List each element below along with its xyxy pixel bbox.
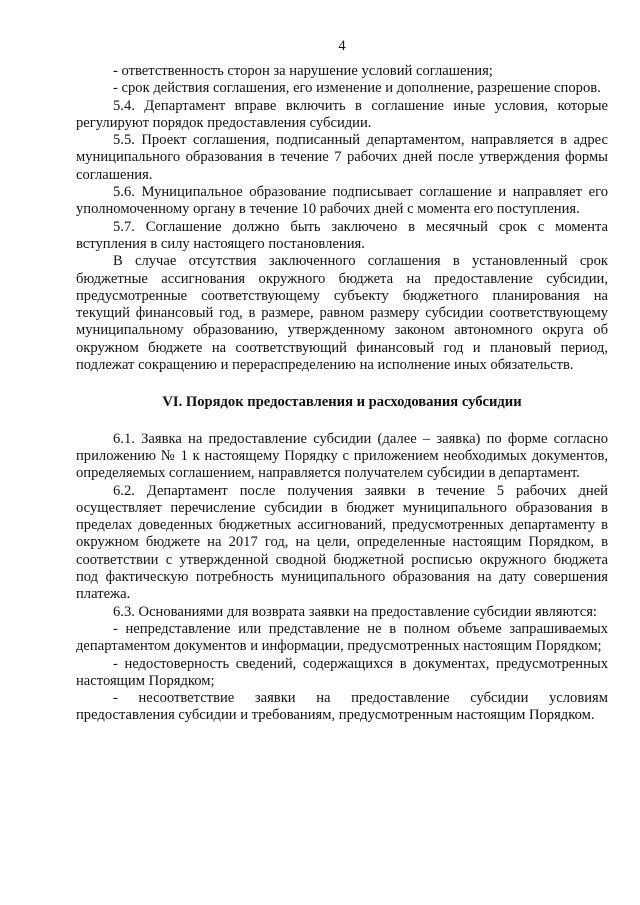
paragraph-6-3: 6.3. Основаниями для возврата заявки на предоставление субсидии являются: bbox=[113, 603, 597, 620]
paragraph-no-agreement: В случае отсутствия заключенного соглашения в установленный срок бюджетные ассигнования окружного бюджета на предоставление субсидии, предусмотренные соответствующему субъекту бюджетного планирования на текущий финансовый год, в размере, равном размеру субсидии соответствующему муниципальному образованию, утвержденному законом автономного округа об окружном бюджете на соответствующий финансовый год и плановый период, подлежат сокращению и перераспределению на исполнение иных обязательств. bbox=[76, 253, 608, 374]
list-item-unreliable-info: - недостоверность сведений, содержащихся в документах, предусмотренных настоящим Порядком; bbox=[76, 655, 608, 689]
paragraph-5-6: 5.6. Муниципальное образование подписывает соглашение и направляет его уполномоченному органу в течение 10 рабочих дней с момента его поступления. bbox=[76, 184, 608, 218]
document-body bbox=[76, 63, 608, 725]
paragraph-agreement-term: - срок действия соглашения, его изменение и дополнение, разрешение споров. bbox=[113, 80, 601, 97]
paragraph-5-5: 5.5. Проект соглашения, подписанный департаментом, направляется в адрес муниципального образования в течение 7 рабочих дней после утверждения формы соглашения. bbox=[76, 132, 608, 183]
section-heading: VI. Порядок предоставления и расходования субсидии bbox=[162, 394, 522, 411]
paragraph-5-4: 5.4. Департамент вправе включить в соглашение иные условия, которые регулируют порядок предоставления субсидии. bbox=[76, 97, 608, 131]
page-number: 4 bbox=[338, 38, 346, 54]
paragraph-6-1: 6.1. Заявка на предоставление субсидии (далее – заявка) по форме согласно приложению № 1 к настоящему Порядку с приложением необходимых документов, определяемых соглашением, направляется получателем субсидии в департамент. bbox=[76, 430, 608, 482]
list-item-non-compliance: - несоответствие заявки на предоставление субсидии условиям предоставления субсидии и требованиям, предусмотренным настоящим Порядком. bbox=[76, 690, 608, 724]
paragraph-5-7: 5.7. Соглашение должно быть заключено в месячный срок с момента вступления в силу настоящего постановления. bbox=[76, 218, 608, 252]
paragraph-6-2: 6.2. Департамент после получения заявки в течение 5 рабочих дней осуществляет перечисление субсидии в бюджет муниципального образования в пределах доведенных бюджетных ассигнований, предусмотренных департаменту в окружном бюджете на 2017 год, на цели, определенные настоящим Порядком, в соответствии с утвержденной сводной бюджетной росписью окружного бюджета под фактическую потребность муниципального образования на дату совершения платежа. bbox=[76, 482, 608, 603]
paragraph-responsibility: - ответственность сторон за нарушение условий соглашения; bbox=[113, 63, 493, 79]
list-item-incomplete-documents: - непредставление или представление не в полном объеме запрашиваемых департаментом документов и информации, предусмотренных настоящим Порядком; bbox=[76, 620, 608, 655]
